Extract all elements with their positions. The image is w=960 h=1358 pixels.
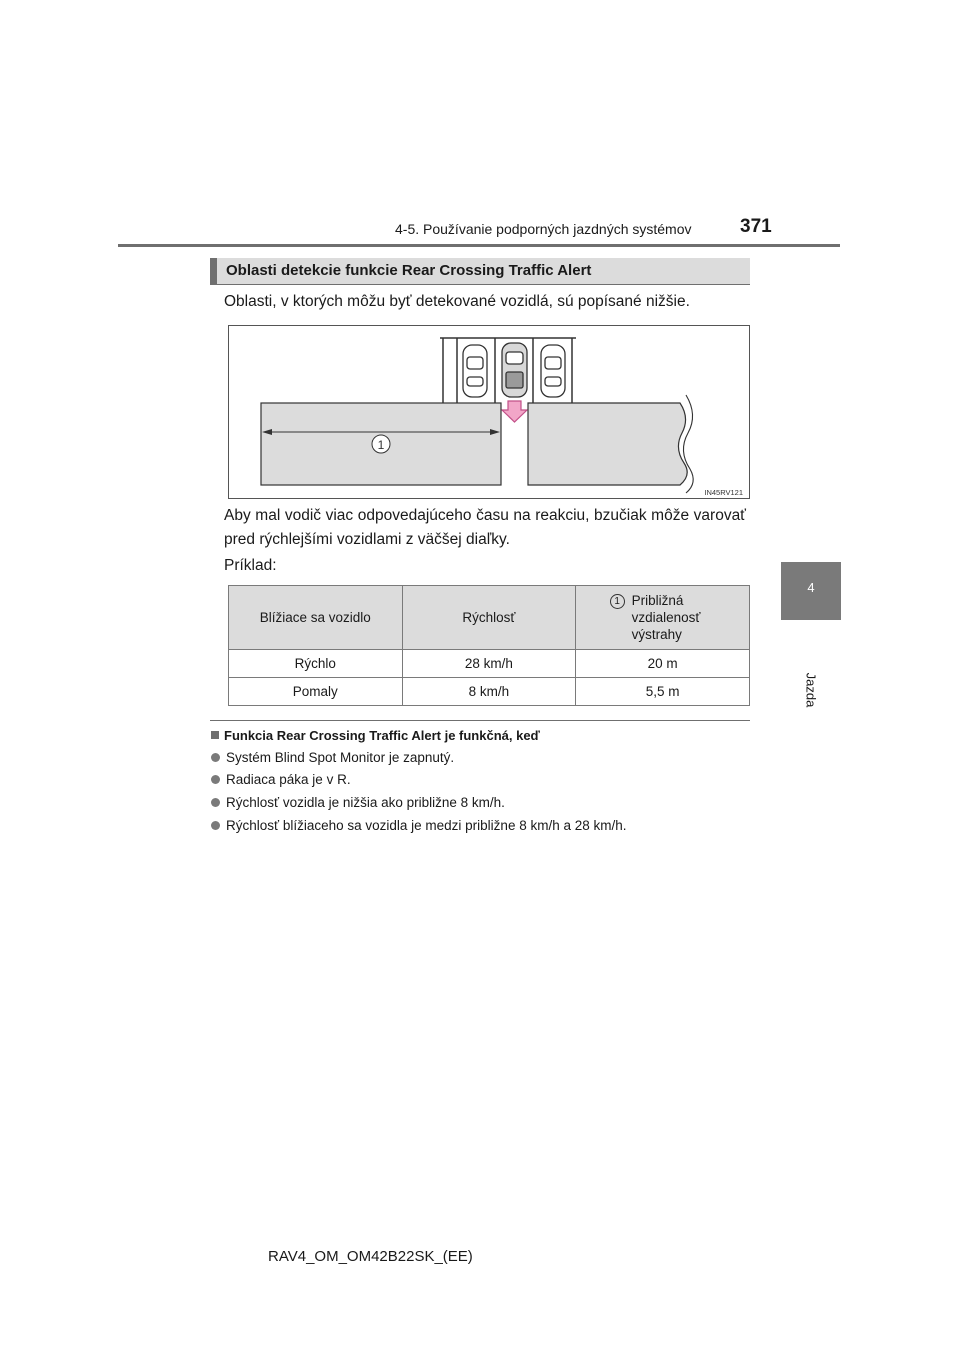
warning-distance-table <box>228 585 750 706</box>
table-cell: Pomaly <box>229 678 403 706</box>
table-header-cell: Blížiace sa vozidlo <box>229 586 403 650</box>
table-cell: 20 m <box>576 650 750 678</box>
parked-car-right <box>541 345 565 397</box>
table-cell: 5,5 m <box>576 678 750 706</box>
chapter-tab <box>781 562 841 620</box>
list-item-text: Rýchlosť blížiaceho sa vozidla je medzi približne 8 km/h a 28 km/h. <box>226 818 627 833</box>
list-item <box>211 818 627 833</box>
bullet-icon <box>211 775 220 784</box>
conditions-title <box>211 728 540 743</box>
reversing-car <box>502 343 527 397</box>
section-heading-underline <box>210 284 750 285</box>
conditions-divider <box>210 720 750 721</box>
table-callout-icon: 1 <box>610 594 625 609</box>
header-section-title: 4-5. Používanie podporných jazdných systémov <box>395 221 692 237</box>
list-item-text: Radiaca páka je v R. <box>226 772 351 787</box>
header-divider <box>118 244 840 247</box>
table-row <box>229 678 750 706</box>
bullet-icon <box>211 798 220 807</box>
callout-number: 1 <box>377 438 385 452</box>
parked-car-left <box>463 345 487 397</box>
detection-area-figure <box>228 325 750 499</box>
list-item-text: Systém Blind Spot Monitor je zapnutý. <box>226 750 455 765</box>
list-item <box>211 772 351 787</box>
example-label: Príklad: <box>224 557 277 574</box>
table-header-row <box>229 586 750 650</box>
list-item <box>211 795 505 810</box>
document-code-footer: RAV4_OM_OM42B22SK_(EE) <box>268 1248 473 1265</box>
square-bullet-icon <box>211 731 219 739</box>
table-cell: 8 km/h <box>402 678 576 706</box>
chapter-tab-number: 4 <box>807 580 815 595</box>
detection-area-right <box>528 403 687 485</box>
table-cell: 28 km/h <box>402 650 576 678</box>
section-heading-text: Oblasti detekcie funkcie Rear Crossing Traffic Alert <box>226 262 592 279</box>
table-cell: Rýchlo <box>229 650 403 678</box>
conditions-title-text: Funkcia Rear Crossing Traffic Alert je funkčná, keď <box>224 728 540 743</box>
list-item <box>211 750 454 765</box>
table-header-text: Približná vzdialenosť výstrahy <box>631 593 701 642</box>
list-item-text: Rýchlosť vozidla je nižšia ako približne 8 km/h. <box>226 795 505 810</box>
table-header-cell <box>576 586 750 650</box>
table-row <box>229 650 750 678</box>
figure-code: IN45RV121 <box>704 488 743 497</box>
intro-paragraph: Oblasti, v ktorých môžu byť detekované vozidlá, sú popísané nižšie. <box>224 293 690 310</box>
bullet-icon <box>211 821 220 830</box>
chapter-tab-label <box>781 660 841 720</box>
bullet-icon <box>211 753 220 762</box>
table-header-cell: Rýchlosť <box>402 586 576 650</box>
section-heading-marker <box>210 258 217 284</box>
buzzer-paragraph: Aby mal vodič viac odpovedajúceho času na reakciu, bzučiak môže varovať pred rýchlejšími vozidlami z väčšej diaľky. <box>224 507 746 548</box>
chapter-tab-label-text: Jazda <box>803 672 819 708</box>
section-heading <box>210 258 750 284</box>
page-number: 371 <box>740 216 772 237</box>
